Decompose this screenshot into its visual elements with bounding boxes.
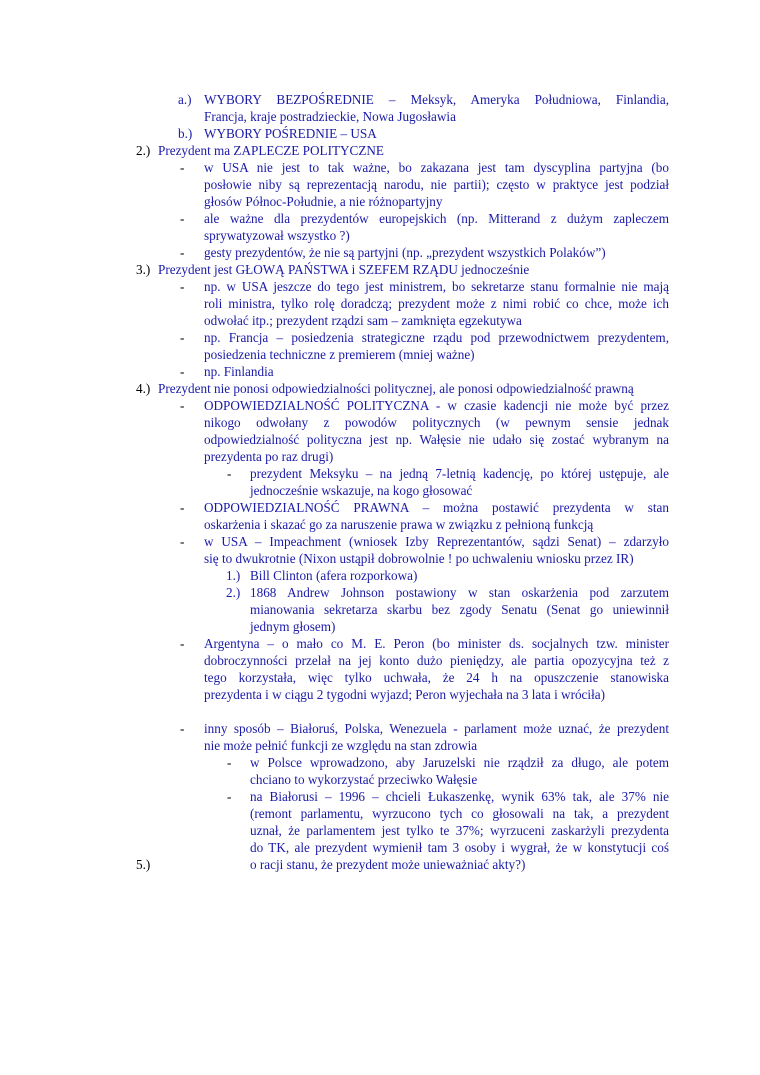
list-number-3: 3.) bbox=[136, 262, 151, 277]
text-line: prezydent Meksyku – na jedną 7-letnią kadencję, po której ustępuje, ale bbox=[250, 466, 669, 481]
text-line: na Białorusi – 1996 – chcieli Łukaszenkę, wynik 63% tak, ale 37% nie bbox=[250, 789, 669, 804]
item-marker-b: b.) bbox=[178, 126, 193, 141]
text-line: ale ważne dla prezydentów europejskich (np. Mitterand z dużym zapleczem bbox=[204, 211, 669, 226]
dash-bullet: - bbox=[180, 636, 185, 651]
text-line: np. w USA jeszcze do tego jest ministrem, bo sekretarze stanu formalnie nie mają bbox=[204, 279, 669, 294]
list-number: 1.) bbox=[226, 568, 241, 583]
text-line: prezydenta po raz drugi) bbox=[204, 449, 334, 464]
dash-bullet: - bbox=[180, 211, 185, 226]
dash-bullet: - bbox=[180, 398, 185, 413]
dash-bullet: - bbox=[180, 279, 185, 294]
text-line: uznał, że parlamentem jest tylko te 37%; wyrzuceni zaskarżyli prezydenta bbox=[250, 823, 669, 838]
text-line: ODPOWIEDZIALNOŚĆ POLITYCZNA - w czasie kadencji nie może być przez bbox=[204, 398, 669, 413]
text-line: Argentyna – o mało co M. E. Peron (bo minister ds. socjalnych tzw. minister bbox=[204, 636, 669, 651]
list-number: 2.) bbox=[226, 585, 241, 600]
dash-bullet: - bbox=[180, 500, 185, 515]
dash-bullet: - bbox=[180, 160, 185, 175]
text-line: głosów Północ-Południe, a nie różnopartyjny bbox=[204, 194, 443, 209]
text-line: w Polsce wprowadzono, aby Jaruzelski nie rządził za długo, ale potem bbox=[250, 755, 669, 770]
text-line: jednocześnie wskazuje, na kogo głosować bbox=[250, 483, 473, 498]
dash-bullet: - bbox=[180, 330, 185, 345]
text-line: tego korzystała, więc tylko uchwała, że 24 h na opuszczenie stanowiska bbox=[204, 670, 669, 685]
dash-bullet: - bbox=[180, 364, 185, 379]
text-line: np. Finlandia bbox=[204, 364, 274, 379]
text-line: w USA nie jest to tak ważne, bo zakazana jest tam dyscyplina partyjna (bo bbox=[204, 160, 669, 175]
text-line: posiedzenia techniczne z premierem (mniej ważne) bbox=[204, 347, 475, 362]
list-number-4: 4.) bbox=[136, 381, 151, 396]
dash-bullet: - bbox=[180, 721, 185, 736]
list-number-2: 2.) bbox=[136, 143, 151, 158]
dash-bullet: - bbox=[227, 789, 232, 804]
text-line: chciano to wykorzystać przeciwko Wałęsie bbox=[250, 772, 478, 787]
text-line: jednym głosem) bbox=[250, 619, 336, 634]
dash-bullet: - bbox=[227, 466, 232, 481]
text-line: inny sposób – Białoruś, Polska, Wenezuela - parlament może uznać, że prezydent bbox=[204, 721, 669, 736]
text-line: Francja, kraje postradzieckie, Nowa Jugosławia bbox=[204, 109, 456, 124]
text-line: mianowania sekretarza skarbu bez zgody Senatu (Senat go uniewinnił bbox=[250, 602, 669, 617]
text-line: Bill Clinton (afera rozporkowa) bbox=[250, 568, 418, 583]
text-line: się to dwukrotnie (Nixon ustąpił dobrowolnie ! po uchwaleniu wniosku przez IR) bbox=[204, 551, 634, 566]
text-line: np. Francja – posiedzenia strategiczne rządu pod przewodnictwem prezydentem, bbox=[204, 330, 669, 345]
dash-bullet: - bbox=[227, 755, 232, 770]
text-line: ODPOWIEDZIALNOŚĆ PRAWNA – można postawić prezydenta w stan bbox=[204, 500, 669, 515]
dash-bullet: - bbox=[180, 245, 185, 260]
text-line: nie może pełnić funkcji ze względu na stan zdrowia bbox=[204, 738, 478, 753]
text-line: WYBORY POŚREDNIE – USA bbox=[204, 126, 377, 141]
text-line: prezydenta i w ciągu 2 tygodni wyjazd; Peron wyjechała na 3 lata i wróciła) bbox=[204, 687, 605, 702]
text-line: dobroczynności przelał na jej konto dużo pieniędzy, ale partia opozycyjna też z bbox=[204, 653, 669, 668]
text-line: o racji stanu, że prezydent może unieważniać akty?) bbox=[250, 857, 526, 872]
text-line: do TK, ale prezydent wymienił tam 3 osoby i wygrał, że w konstytucji coś bbox=[250, 840, 669, 855]
text-line: gesty prezydentów, że nie są partyjni (np. „prezydent wszystkich Polaków”) bbox=[204, 245, 606, 260]
text-line: w USA – Impeachment (wniosek Izby Reprezentantów, sądzi Senat) – zdarzyło bbox=[204, 534, 669, 549]
text-line: odwołać itp.; prezydent rządzi sam – zamknięta egzekutywa bbox=[204, 313, 522, 328]
section-heading: Prezydent jest GŁOWĄ PAŃSTWA i SZEFEM RZĄDU jednocześnie bbox=[158, 262, 530, 277]
section-heading: Prezydent ma ZAPLECZE POLITYCZNE bbox=[158, 143, 384, 158]
text-line: WYBORY BEZPOŚREDNIE – Meksyk, Ameryka Południowa, Finlandia, bbox=[204, 92, 669, 107]
text-line: roli ministra, tylko rolę doradczą; prezydent może z nimi robić co chce, może ich bbox=[204, 296, 669, 311]
list-number-5: 5.) bbox=[136, 857, 151, 872]
text-line: nikogo odwołany z powodów politycznych (w pewnym sensie jednak bbox=[204, 415, 669, 430]
text-line: sprywatyzował wszystko ?) bbox=[204, 228, 350, 243]
text-line: (remont parlamentu, wyrzucono tych co głosowali na tak, a prezydent bbox=[250, 806, 669, 821]
section-heading: Prezydent nie ponosi odpowiedzialności politycznej, ale ponosi odpowiedzialność prawną bbox=[158, 381, 634, 396]
text-line: 1868 Andrew Johnson postawiony w stan oskarżenia pod zarzutem bbox=[250, 585, 669, 600]
text-line: posłowie niby są reprezentacją narodu, nie partii); często w praktyce jest podział bbox=[204, 177, 669, 192]
text-line: odpowiedzialność polityczna jest np. Wałęsie nie udało się zostać wybranym na bbox=[204, 432, 669, 447]
item-marker-a: a.) bbox=[178, 92, 192, 107]
text-line: oskarżenia i skazać go za naruszenie prawa w związku z pełnioną funkcją bbox=[204, 517, 594, 532]
dash-bullet: - bbox=[180, 534, 185, 549]
